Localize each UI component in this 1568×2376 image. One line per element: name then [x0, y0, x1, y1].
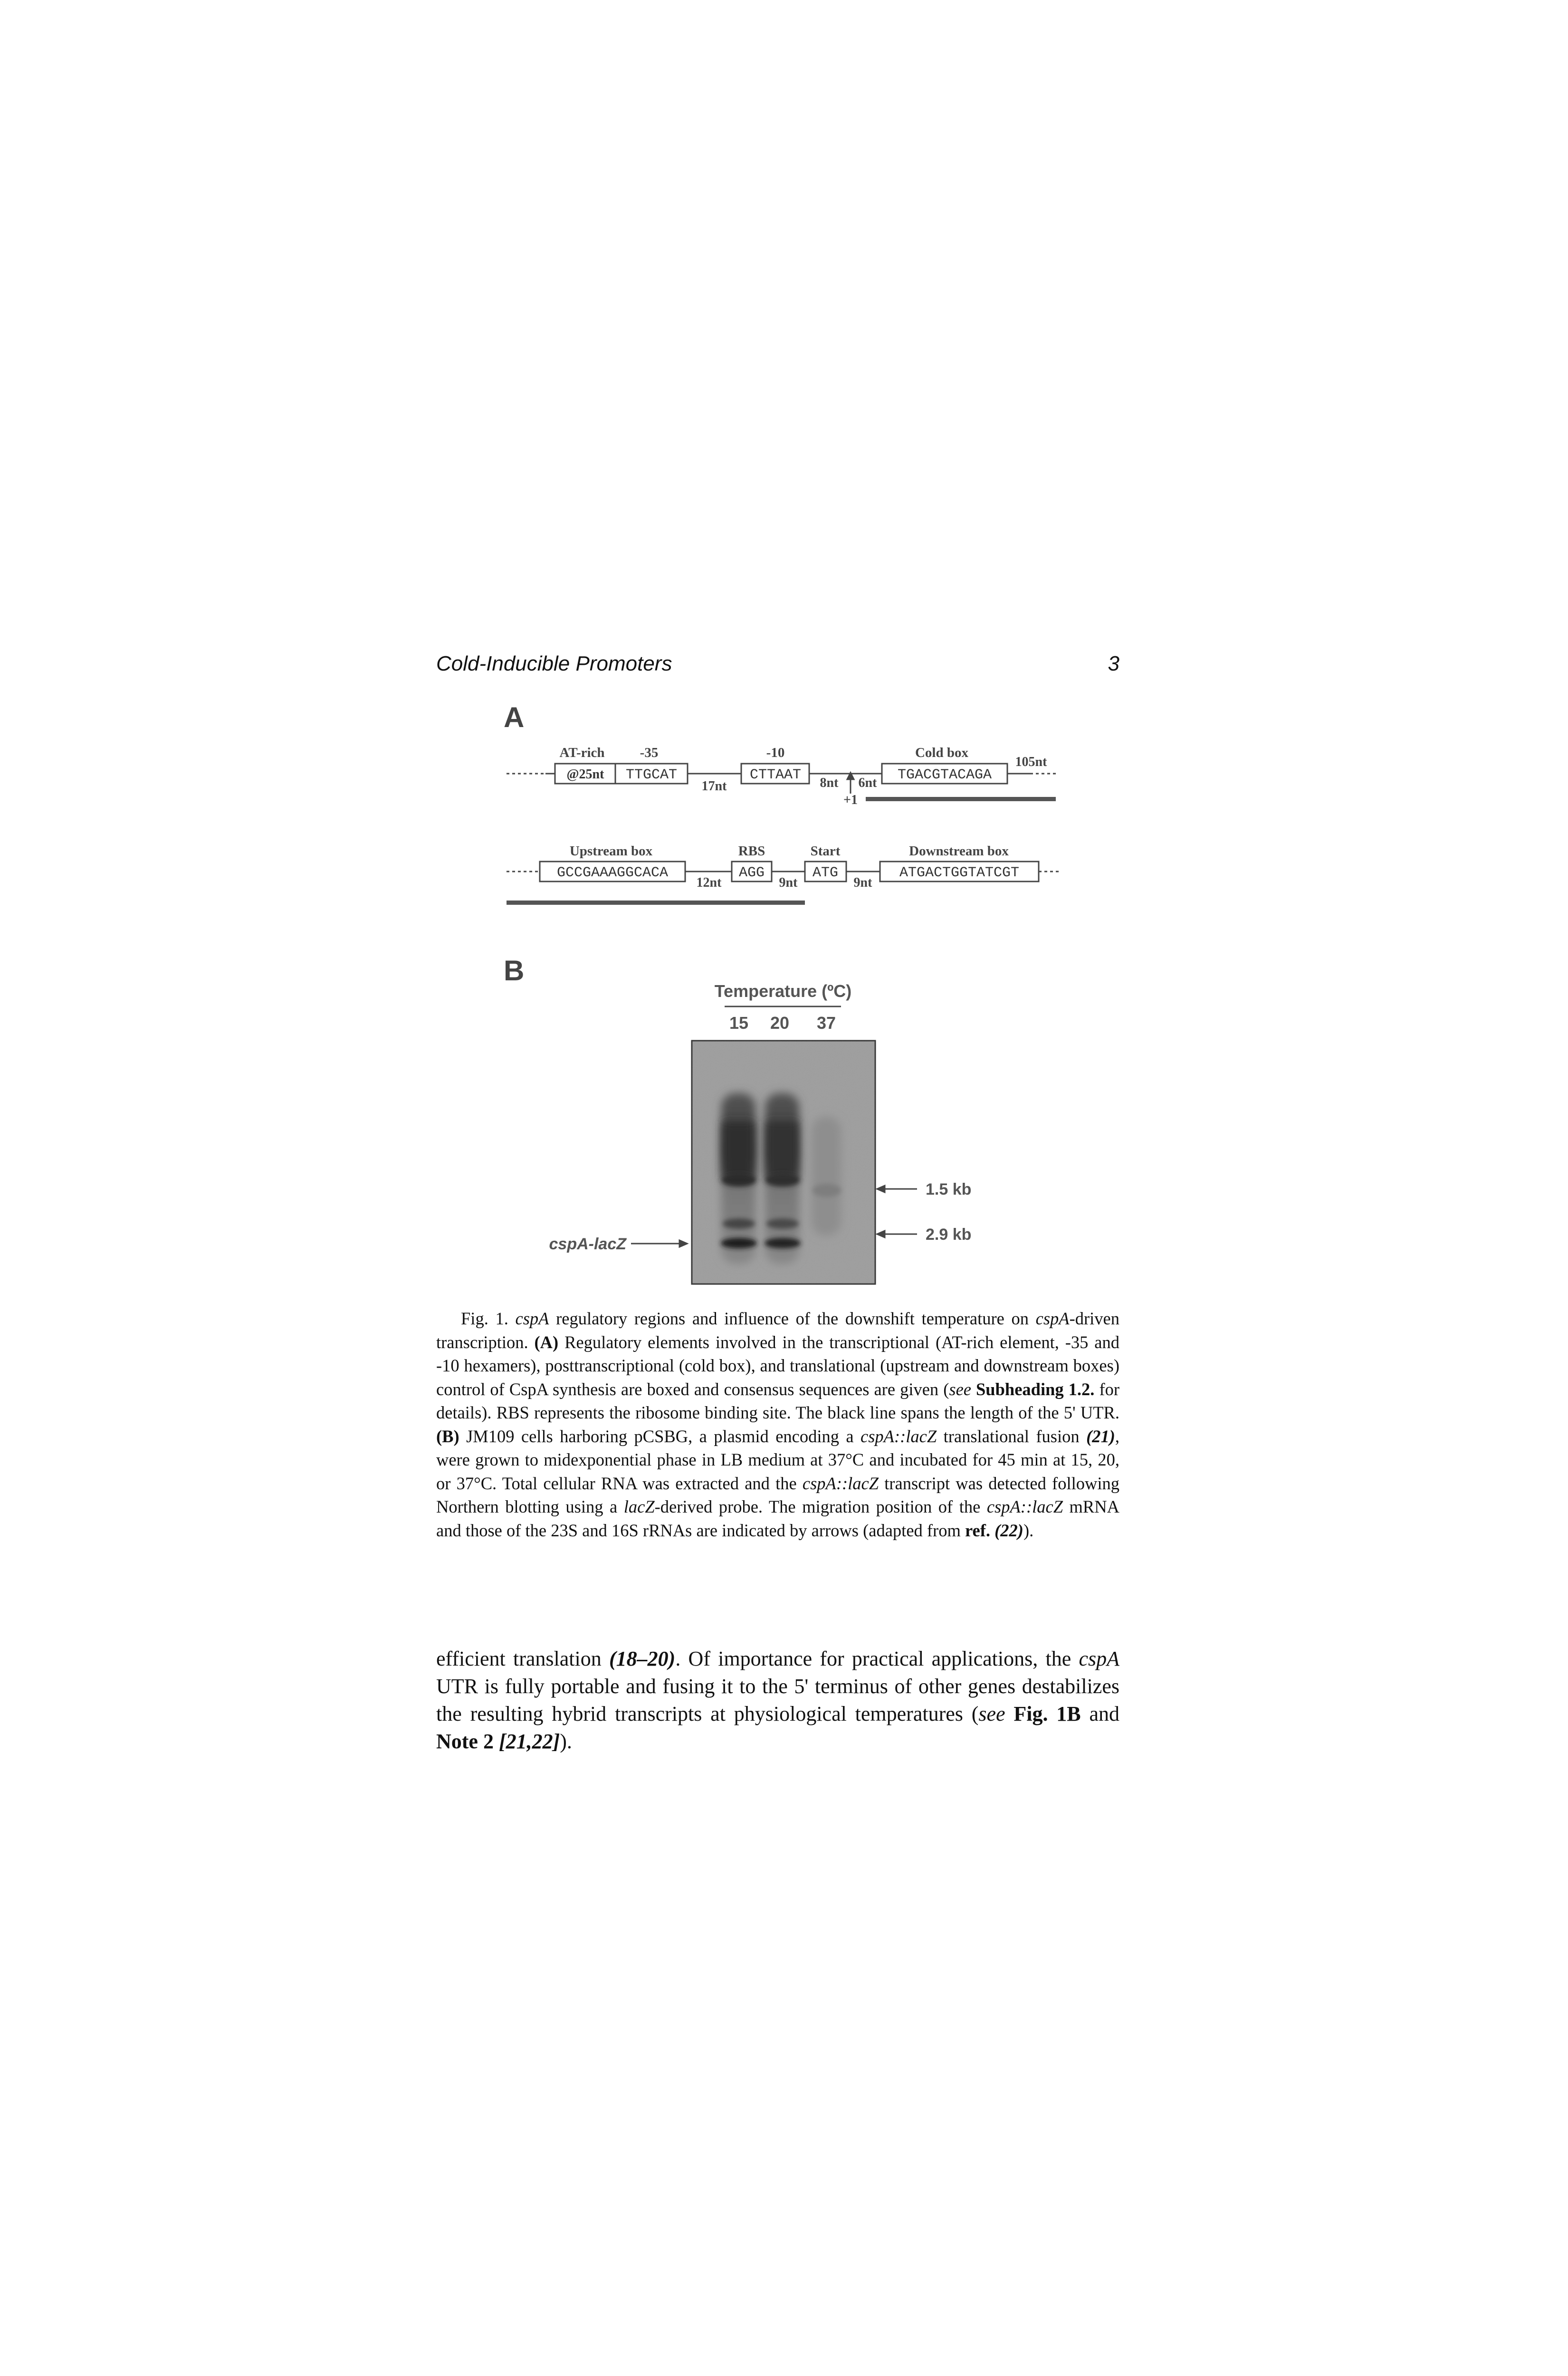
marker-arrowhead-2-9kb — [877, 1231, 885, 1237]
label-at-rich: AT-rich — [559, 745, 605, 760]
label-cold-box: Cold box — [915, 745, 969, 760]
lane-20-smear-dark — [766, 1121, 798, 1178]
lane-20-band-cspa-lacz — [765, 1238, 801, 1248]
box-text-rbs: AGG — [738, 865, 765, 881]
panel-a-letter: A — [504, 701, 525, 733]
box-text-minus10: CTTAAT — [749, 767, 802, 783]
label-minus10: -10 — [766, 745, 785, 760]
figure-caption: Fig. 1. cspA regulatory regions and influence of the downshift temperature on cspA-driven transcription. (A) Regulatory elements involved in the transcriptional (AT-rich element, -35 and -10 hexamers), posttranscriptional (cold box), and translational (upstream and downstream boxes) control of CspA synthesis are boxed and consensus sequences are given (see Subheading 1.2. for details). RBS represents the ribosome binding site. The black line spans the length of the 5' UTR. (B) JM109 cells harboring pCSBG, a plasmid encoding a cspA::lacZ translational fusion (21), were grown to midexponential phase in LB medium at 37°C and incubated for 45 min at 15, 20, or 37°C. Total cellular RNA was extracted and the cspA::lacZ transcript was detected following Northern blotting using a lacZ-derived probe. The migration position of the cspA::lacZ mRNA and those of the 23S and 16S rRNAs are indicated by arrows (adapted from ref. (22)). — [436, 1309, 1120, 1540]
lane-label-15: 15 — [729, 1013, 749, 1033]
spacer-6nt: 6nt — [858, 776, 877, 790]
label-upstream-box: Upstream box — [569, 843, 653, 859]
cspa-lacz-arrowhead — [679, 1240, 687, 1247]
running-head-title: Cold-Inducible Promoters — [436, 652, 672, 675]
lane-label-37: 37 — [816, 1013, 836, 1033]
panel-a-diagram — [0, 0, 1568, 950]
box-text-start: ATG — [812, 865, 839, 881]
lane-20-band-1-5kb — [765, 1173, 800, 1187]
spacer-105nt: 105nt — [1015, 755, 1047, 769]
lane-20 — [765, 1093, 801, 1264]
lane-37-smear — [812, 1117, 841, 1236]
temperature-header: Temperature (ºC) — [714, 981, 852, 1001]
marker-label-1-5kb: 1.5 kb — [926, 1180, 972, 1198]
panel-b-letter: B — [504, 955, 525, 987]
lane-15-band-1-5kb — [722, 1173, 756, 1187]
label-minus35: -35 — [640, 745, 659, 760]
label-start: Start — [810, 843, 841, 859]
fig-label: Fig. 1. — [461, 1309, 508, 1328]
spacer-9nt-b: 9nt — [853, 875, 872, 890]
spacer-17nt: 17nt — [701, 779, 727, 794]
spacer-8nt: 8nt — [820, 776, 839, 790]
box-text-minus35: TTGCAT — [625, 767, 678, 783]
lane-15-band — [723, 1218, 755, 1229]
utr-bar — [507, 901, 805, 905]
lane-37-band — [813, 1184, 841, 1197]
box-text-downstream: ATGACTGGTATCGT — [899, 865, 1020, 881]
marker-label-2-9kb: 2.9 kb — [926, 1226, 972, 1244]
page-number: 3 — [1108, 652, 1119, 675]
label-rbs: RBS — [738, 843, 765, 859]
body-paragraph: efficient translation (18–20). Of importance for practical applications, the cspA UTR is fully portable and fusing it to the 5' terminus of other genes destabilizes the resulting hybrid transcripts at physiological temperatures (see Fig. 1B and Note 2 [21,22]). — [436, 1647, 1120, 1753]
marker-arrowhead-1-5kb — [877, 1186, 885, 1192]
utr-bar — [866, 797, 1056, 801]
lane-label-20: 20 — [770, 1013, 790, 1033]
cspa-lacz-label: cspA-lacZ — [549, 1235, 626, 1253]
lane-15-band-cspa-lacz — [721, 1238, 757, 1248]
lane-15 — [721, 1093, 757, 1264]
box-text-at-rich: @25nt — [566, 767, 604, 782]
box-text-upstream: GCCGAAAGGCACA — [556, 865, 669, 881]
lane-15-smear-dark — [722, 1121, 755, 1178]
panel-b-blot — [0, 950, 1568, 1302]
label-downstream-box: Downstream box — [909, 843, 1009, 859]
lane-37 — [812, 1117, 841, 1236]
tss-label: +1 — [843, 793, 858, 807]
spacer-9nt-a: 9nt — [779, 875, 798, 890]
spacer-12nt: 12nt — [696, 875, 722, 890]
box-text-cold-box: TGACGTACAGA — [897, 767, 992, 783]
lane-20-band — [766, 1218, 799, 1229]
